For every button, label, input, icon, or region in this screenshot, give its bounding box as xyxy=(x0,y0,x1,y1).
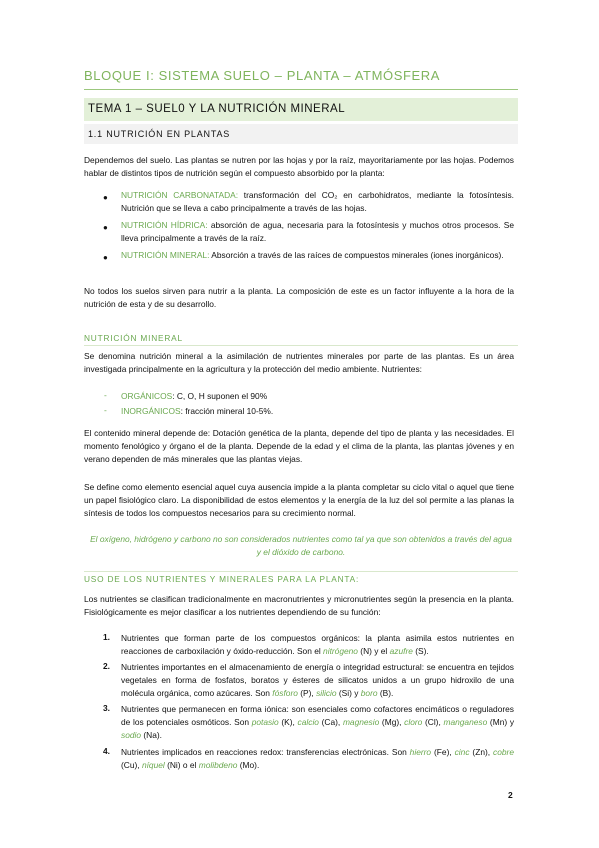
item-text: (Ni) o el xyxy=(164,760,199,770)
list-number: 4. xyxy=(103,746,110,756)
bullet-item xyxy=(121,249,514,262)
item-text: (N) y el xyxy=(357,646,390,656)
list-number: 1. xyxy=(103,632,110,642)
item-text: (S). xyxy=(412,646,429,656)
bullet-dot: ● xyxy=(103,253,108,262)
element-name: magnesio xyxy=(342,717,380,727)
bullet-text: transformación del CO₂ en carbohidratos, mediante la fotosíntesis. Nutrición que se lleva a cabo principalmente a través de las hojas. xyxy=(121,190,515,213)
bullet-term: NUTRICIÓN CARBONATADA: xyxy=(121,190,239,200)
page-number: 2 xyxy=(508,790,513,800)
item-text: Nutrientes implicados en reacciones redox: transferencias electrónicas. Son xyxy=(121,747,410,757)
element-name: manganeso xyxy=(443,717,488,727)
item-text: (K), xyxy=(278,717,298,727)
bullet-text: Absorción a través de las raíces de compuestos minerales (iones inorgánicos). xyxy=(209,250,504,260)
subsection-underline xyxy=(84,345,518,346)
italic-note: El oxígeno, hidrógeno y carbono no son considerados nutrientes como tal ya que son obtenidos a través del agua y el dióxido de carbono. xyxy=(90,534,512,557)
list-number: 3. xyxy=(103,703,110,713)
item-text: (Mn) y xyxy=(487,717,515,727)
list-number: 2. xyxy=(103,661,110,671)
subsection-heading: USO DE LOS NUTRIENTES Y MINERALES PARA LA PLANTA: xyxy=(84,574,360,584)
element-name: molibdeno xyxy=(198,760,238,770)
element-name: potasio xyxy=(251,717,279,727)
dash-bullet: - xyxy=(104,390,107,400)
dash-item xyxy=(121,390,267,403)
dash-bullet: - xyxy=(104,405,107,415)
topic-heading: TEMA 1 – SUEL0 Y LA NUTRICIÓN MINERAL xyxy=(84,98,518,121)
bullet-text: absorción de agua, necesaria para la fotosíntesis y muchos otros procesos. Se lleva principalmente a través de la raíz. xyxy=(121,220,514,243)
item-text: (Mg), xyxy=(379,717,405,727)
list-item xyxy=(121,746,514,772)
list-item xyxy=(121,703,514,742)
paragraph: El contenido mineral depende de: Dotación genética de la planta, depende del tipo de planta y las necesidades. El momento fenológico y órgano el de la planta. Depende de la edad y el clima de la planta, las plantas jóvenes y en verano dependen de más minerales que las plantas viejas. xyxy=(84,428,514,464)
element-name: fósforo xyxy=(272,688,298,698)
list-item xyxy=(121,661,514,700)
bullet-item xyxy=(121,219,514,245)
bullet-dot: ● xyxy=(103,193,108,202)
dash-term: INORGÁNICOS xyxy=(121,406,181,416)
element-name: boro xyxy=(360,688,378,698)
paragraph: Se denomina nutrición mineral a la asimilación de nutrientes minerales por parte de las plantas. Es un área investigada principalmente en la agricultura y la protección del medio ambiente. Nutrientes: xyxy=(84,351,514,374)
dash-item xyxy=(121,405,273,418)
paragraph: Los nutrientes se clasifican tradicionalmente en macronutrientes y micronutrientes según la presencia en la planta. Fisiológicamente es mejor clasificar a los nutrientes dependiendo de su función: xyxy=(84,594,514,617)
block-title: BLOQUE I: SISTEMA SUELO – PLANTA – ATMÓSFERA xyxy=(84,68,441,83)
item-text: (Na). xyxy=(141,730,162,740)
item-text: (B). xyxy=(377,688,394,698)
bullet-dot: ● xyxy=(103,223,108,232)
item-text: (Fe), xyxy=(431,747,455,757)
bullet-term: NUTRICIÓN MINERAL: xyxy=(121,250,210,260)
dash-text: : fracción mineral 10-5%. xyxy=(180,406,274,416)
dash-text: : C, O, H suponen el 90% xyxy=(172,391,268,401)
element-name: cobre xyxy=(493,747,514,757)
list-item xyxy=(121,632,514,658)
item-text: Nutrientes que permanecen en forma iónica: son esenciales como cofactores encimáticos o reguladores de los potenciales osmóticos. Son xyxy=(121,704,514,727)
item-text: Nutrientes importantes en el almacenamiento de energía o integridad estructural: se encuentra en tejidos vegetales en forma de fosfatos, boratos y ésteres de silicatos unidos a un grupo hidroxilo de una molécula orgánica, como azúcares. Son xyxy=(121,662,514,698)
subsection-heading: NUTRICIÓN MINERAL xyxy=(84,333,183,343)
element-name: cinc xyxy=(454,747,470,757)
section-heading: 1.1 NUTRICIÓN EN PLANTAS xyxy=(84,124,518,144)
item-text: (Zn), xyxy=(469,747,494,757)
subsection-divider xyxy=(84,571,518,572)
dash-term: ORGÁNICOS xyxy=(121,391,173,401)
item-text: (Cl), xyxy=(422,717,444,727)
item-text: (Mo). xyxy=(237,760,260,770)
bullet-item xyxy=(121,189,514,215)
paragraph: Se define como elemento esencial aquel cuya ausencia impide a la planta completar su ciclo vital o aquel que tiene un papel fisiológico claro. La disponibilidad de estos elementos y la energía de la luz del sol permite a las planas la síntesis de todos los compuestos necesarios para su crecimiento normal. xyxy=(84,482,514,518)
paragraph: No todos los suelos sirven para nutrir a la planta. La composición de este es un factor influyente a la hora de la nutrición de esta y de su desarrollo. xyxy=(84,286,514,309)
item-text: Nutrientes que forman parte de los compuestos orgánicos: la planta asimila estos nutrientes en reacciones de carboxilación y óxido-reducción. Son el xyxy=(121,633,514,656)
block-title-underline xyxy=(84,89,518,90)
element-name: sodio xyxy=(121,730,142,740)
element-name: nitrógeno xyxy=(323,646,358,656)
item-text: (Cu), xyxy=(121,760,142,770)
element-name: cloro xyxy=(404,717,423,727)
element-name: hierro xyxy=(409,747,432,757)
item-text: (Si) y xyxy=(336,688,361,698)
intro-paragraph: Dependemos del suelo. Las plantas se nutren por las hojas y por la raíz, mayoritariamente por las hojas. Podemos hablar de distintos tipos de nutrición según el compuesto absorbido por la planta: xyxy=(84,155,514,178)
element-name: azufre xyxy=(389,646,413,656)
bullet-term: NUTRICIÓN HÍDRICA: xyxy=(121,220,208,230)
element-name: níquel xyxy=(141,760,165,770)
item-text: (P), xyxy=(297,688,317,698)
item-text: (Ca), xyxy=(318,717,343,727)
element-name: calcio xyxy=(297,717,319,727)
element-name: silicio xyxy=(316,688,337,698)
